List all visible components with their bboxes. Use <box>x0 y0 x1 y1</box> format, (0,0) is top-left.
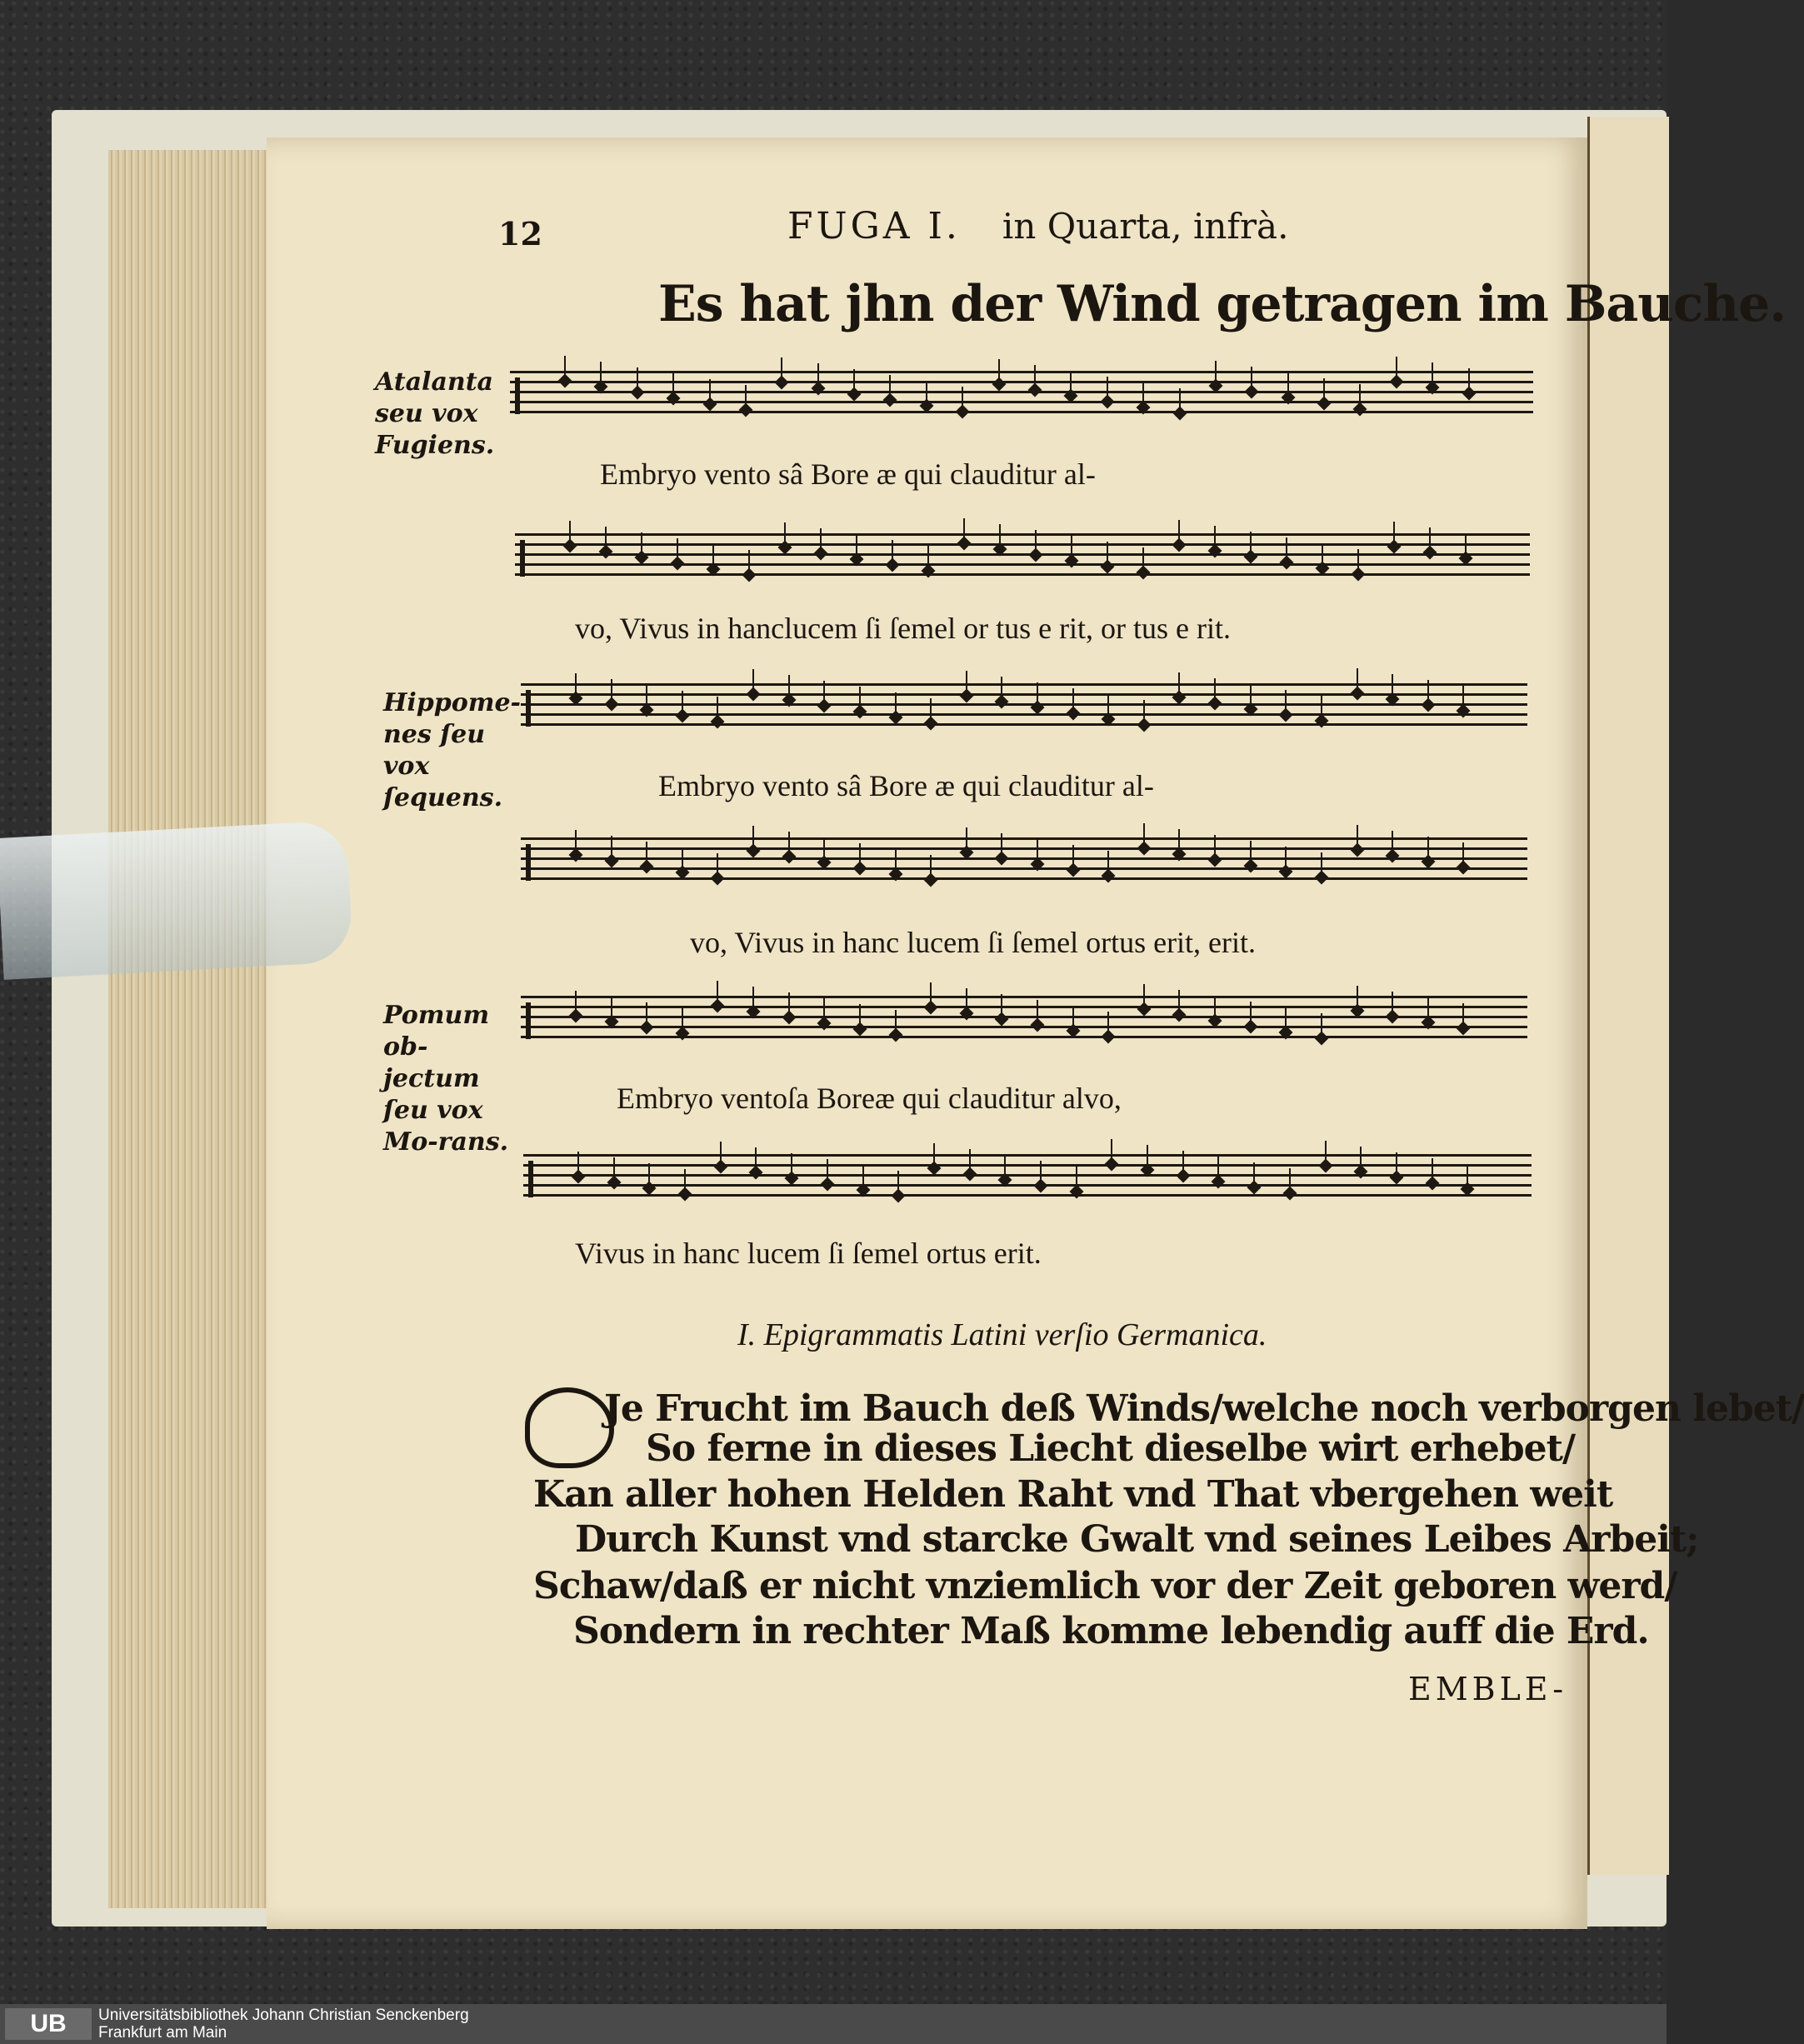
note-stem <box>895 849 897 871</box>
note-stem <box>1034 365 1036 387</box>
library-logo: UB <box>5 2008 92 2040</box>
note-stem <box>1467 1164 1468 1186</box>
note-stem <box>1214 678 1216 700</box>
note-stem <box>712 544 714 566</box>
note-stem <box>1357 825 1358 847</box>
lyrics-line: Embryo vento sâ Bore æ qui clauditur al- <box>600 457 1096 491</box>
note-stem <box>791 1153 792 1175</box>
staff-line <box>510 371 1533 373</box>
note-stem <box>752 826 754 847</box>
staff-line <box>523 1174 1532 1177</box>
note-stem <box>1321 696 1322 717</box>
note-stem <box>1462 842 1464 864</box>
note-stem <box>998 359 1000 381</box>
staff-line <box>521 857 1527 860</box>
note-stem <box>1321 852 1322 874</box>
note-stem <box>926 381 927 402</box>
note-stem <box>1287 372 1289 394</box>
note-stem <box>605 527 607 548</box>
note-stem <box>1357 668 1358 690</box>
note-stem <box>752 987 754 1008</box>
note-stem <box>1143 700 1145 722</box>
note-stem <box>755 1147 757 1169</box>
note-stem <box>962 387 963 408</box>
note-stem <box>682 847 683 869</box>
page-clip <box>0 820 353 980</box>
note-stem <box>889 375 891 397</box>
note-stem <box>1214 996 1216 1017</box>
note-stem <box>1253 1162 1255 1184</box>
note-stem <box>1360 1147 1362 1168</box>
note-stem <box>1285 1007 1287 1029</box>
note-stem <box>1357 986 1358 1007</box>
note-stem <box>1285 847 1287 868</box>
note-stem <box>1076 1167 1077 1188</box>
staff-line <box>510 381 1533 383</box>
note-stem <box>577 1152 579 1173</box>
note-stem <box>575 830 577 852</box>
voice-label-atalanta: Atalanta seu vox Fugiens. <box>375 367 495 460</box>
note-stem <box>1178 829 1180 851</box>
note-stem <box>895 1010 897 1032</box>
footer-city: Frankfurt am Main <box>98 2024 227 2042</box>
note-stem <box>684 1169 686 1191</box>
staff-line <box>523 1154 1532 1157</box>
music-staff <box>515 533 1530 583</box>
note-stem <box>1179 388 1181 410</box>
note-stem <box>788 675 790 697</box>
note-stem <box>1215 361 1217 382</box>
note-stem <box>682 691 683 712</box>
note-stem <box>1392 674 1393 696</box>
note-stem <box>1035 530 1037 552</box>
note-stem <box>1427 997 1429 1019</box>
note-stem <box>717 853 718 875</box>
note-stem <box>672 373 674 395</box>
note-stem <box>1037 682 1038 704</box>
lyrics-line: vo, Vivus in hanc lucem ſi ſemel ortus erit, erit. <box>690 926 1257 959</box>
note-stem <box>611 836 612 857</box>
clef-mark <box>528 1161 533 1197</box>
staff-line <box>515 573 1530 576</box>
note-stem <box>817 363 819 385</box>
note-stem <box>1107 542 1108 563</box>
note-stem <box>1178 520 1180 542</box>
clef-mark <box>515 377 520 414</box>
clef-mark <box>526 1002 531 1039</box>
music-staff <box>510 371 1533 421</box>
note-stem <box>933 1143 935 1165</box>
note-stem <box>1432 362 1433 384</box>
note-stem <box>966 671 967 692</box>
note-stem <box>613 1157 615 1179</box>
note-stem <box>892 540 893 562</box>
staff-line <box>521 723 1527 726</box>
note-stem <box>564 356 566 377</box>
note-stem <box>1465 533 1467 555</box>
catchword: EMBLE- <box>1408 1671 1568 1707</box>
staff-line <box>521 703 1527 706</box>
staff-line <box>521 693 1527 696</box>
note-stem <box>646 842 647 863</box>
note-stem <box>1182 1151 1184 1172</box>
note-stem <box>1178 672 1180 694</box>
note-stem <box>897 1171 899 1192</box>
staff-line <box>523 1194 1532 1197</box>
note-stem <box>859 1004 861 1026</box>
verse-line: Kan aller hohen Helden Raht vnd That vbergehen weit <box>533 1473 1613 1516</box>
note-stem <box>1432 1158 1433 1180</box>
note-stem <box>637 367 638 389</box>
lyrics-line: Embryo ventoſa Boreæ qui clauditur alvo, <box>617 1082 1122 1115</box>
note-stem <box>1070 371 1072 392</box>
note-stem <box>859 687 861 708</box>
note-stem <box>709 379 711 401</box>
voice-label-pomum: Pomum ob-jectum ſeu vox Mo-rans. <box>383 1001 509 1157</box>
staff-line <box>510 391 1533 393</box>
note-stem <box>1107 851 1109 872</box>
note-stem <box>1004 1155 1006 1177</box>
note-stem <box>1462 686 1464 707</box>
note-stem <box>823 681 825 702</box>
staff-line <box>515 563 1530 566</box>
note-stem <box>1001 677 1002 698</box>
note-stem <box>1396 357 1397 378</box>
note-stem <box>648 1163 650 1185</box>
note-stem <box>1325 1141 1327 1162</box>
staff-line <box>521 877 1527 880</box>
note-stem <box>788 832 790 853</box>
note-stem <box>1392 831 1393 852</box>
staff-line <box>515 543 1530 546</box>
staff-line <box>510 411 1533 413</box>
note-stem <box>1143 984 1145 1006</box>
verse-line: Sondern in rechter Maß komme lebendig auff die Erd. <box>573 1610 1649 1652</box>
note-stem <box>1107 1012 1109 1033</box>
staff-line <box>521 683 1527 686</box>
note-stem <box>1217 1157 1219 1178</box>
note-stem <box>895 692 897 714</box>
note-stem <box>1214 526 1216 547</box>
note-stem <box>1250 684 1252 706</box>
note-stem <box>575 673 577 695</box>
staff-line <box>523 1184 1532 1187</box>
note-stem <box>1468 368 1470 390</box>
note-stem <box>1427 680 1429 702</box>
note-stem <box>788 992 790 1014</box>
footer-institution: Universitätsbibliothek Johann Christian Senckenberg <box>98 2007 469 2024</box>
decorative-initial-d <box>525 1387 614 1468</box>
staff-line <box>515 553 1530 556</box>
note-stem <box>1357 549 1359 571</box>
note-stem <box>1147 1145 1148 1167</box>
note-stem <box>745 385 747 407</box>
staff-line <box>521 713 1527 716</box>
note-stem <box>820 528 822 550</box>
note-stem <box>927 546 929 567</box>
note-stem <box>569 521 571 542</box>
note-stem <box>862 1165 864 1187</box>
verse-line: Je Frucht im Bauch deß Winds/welche noch verborgen lebet/ <box>604 1387 1804 1430</box>
note-stem <box>1322 543 1323 565</box>
note-stem <box>1393 522 1395 543</box>
header-interval: in Quarta, infrà. <box>1002 206 1289 247</box>
staff-line <box>515 533 1530 536</box>
staff-line <box>521 996 1527 998</box>
staff-line <box>521 847 1527 850</box>
note-stem <box>1359 384 1361 406</box>
note-stem <box>1429 527 1431 549</box>
staff-line <box>510 401 1533 403</box>
note-stem <box>966 988 967 1010</box>
verse-line: Durch Kunst vnd starcke Gwalt vnd seines Leibes Arbeit; <box>575 1518 1699 1561</box>
lyrics-line: Vivus in hanc lucem ſi ſemel ortus erit. <box>575 1237 1042 1270</box>
note-stem <box>1037 839 1038 861</box>
note-stem <box>999 524 1001 546</box>
note-stem <box>930 855 932 877</box>
note-stem <box>1321 1013 1322 1035</box>
staff-line <box>521 1016 1527 1018</box>
note-stem <box>859 843 861 865</box>
note-stem <box>827 1159 828 1181</box>
staff-line <box>521 867 1527 870</box>
note-stem <box>720 1142 722 1163</box>
note-stem <box>1250 1002 1252 1023</box>
note-stem <box>930 982 932 1004</box>
lyrics-line: Embryo vento sâ Bore æ qui clauditur al- <box>658 769 1154 802</box>
note-stem <box>646 1002 647 1024</box>
page-number: 12 <box>498 215 542 252</box>
note-stem <box>1178 990 1180 1012</box>
running-header <box>787 205 1288 247</box>
note-stem <box>1396 1152 1397 1174</box>
note-stem <box>963 518 965 540</box>
staff-line <box>521 1036 1527 1038</box>
music-staff <box>521 837 1527 887</box>
note-stem <box>823 837 825 859</box>
note-stem <box>781 357 782 379</box>
note-stem <box>1289 1168 1291 1190</box>
note-stem <box>1392 992 1393 1013</box>
note-stem <box>1107 694 1109 716</box>
note-stem <box>1286 537 1287 559</box>
epigram-heading: I. Epigrammatis Latini verſio Germanica. <box>737 1317 1267 1352</box>
note-stem <box>682 1008 683 1030</box>
note-stem <box>969 1149 971 1171</box>
voice-label-hippomenes: Hippome-nes ſeu vox ſequens. <box>383 688 521 812</box>
note-stem <box>1071 536 1072 557</box>
note-stem <box>823 998 825 1020</box>
staff-line <box>521 1026 1527 1028</box>
note-stem <box>677 538 678 560</box>
lyrics-line: vo, Vivus in hanclucem ſi ſemel or tus e rit, or tus e rit. <box>575 612 1232 645</box>
note-stem <box>575 991 577 1012</box>
note-stem <box>1143 823 1145 845</box>
note-stem <box>1037 1000 1038 1022</box>
header-fuga: FUGA I. <box>787 205 961 247</box>
staff-line <box>521 1006 1527 1008</box>
note-stem <box>600 362 602 383</box>
note-stem <box>856 534 857 556</box>
note-stem <box>1072 1006 1074 1027</box>
note-stem <box>1250 532 1252 553</box>
clef-mark <box>526 690 531 727</box>
note-stem <box>1107 377 1108 398</box>
note-stem <box>646 685 647 707</box>
note-stem <box>611 997 612 1018</box>
clef-mark <box>520 540 525 577</box>
note-stem <box>853 369 855 391</box>
note-stem <box>748 550 750 572</box>
note-stem <box>717 981 718 1002</box>
note-stem <box>1001 994 1002 1016</box>
note-stem <box>717 697 718 718</box>
note-stem <box>1251 367 1252 388</box>
note-stem <box>1323 378 1325 400</box>
staff-line <box>521 837 1527 840</box>
music-staff <box>523 1154 1532 1204</box>
note-stem <box>1142 382 1144 404</box>
staff-line <box>523 1164 1532 1167</box>
verse-line: Schaw/daß er nicht vnziemlich vor der Zeit geboren werd/ <box>533 1565 1677 1607</box>
note-stem <box>1001 833 1002 855</box>
note-stem <box>611 679 612 701</box>
note-stem <box>1250 841 1252 862</box>
note-stem <box>641 532 642 554</box>
note-stem <box>1462 1003 1464 1025</box>
note-stem <box>1285 690 1287 712</box>
verse-line: So ferne in dieses Liecht dieselbe wirt erhebet/ <box>646 1427 1576 1470</box>
note-stem <box>1040 1161 1042 1182</box>
note-stem <box>1427 837 1429 858</box>
note-stem <box>1111 1139 1112 1161</box>
note-stem <box>1142 547 1144 569</box>
page-title: Es hat jhn der Wind getragen im Bauche. <box>658 275 1787 333</box>
music-staff <box>521 996 1527 1046</box>
music-staff <box>521 683 1527 733</box>
note-stem <box>930 698 932 720</box>
note-stem <box>1072 688 1074 710</box>
clef-mark <box>526 844 531 881</box>
note-stem <box>784 522 786 544</box>
note-stem <box>752 669 754 691</box>
note-stem <box>1214 835 1216 857</box>
note-stem <box>966 827 967 849</box>
note-stem <box>1072 845 1074 867</box>
